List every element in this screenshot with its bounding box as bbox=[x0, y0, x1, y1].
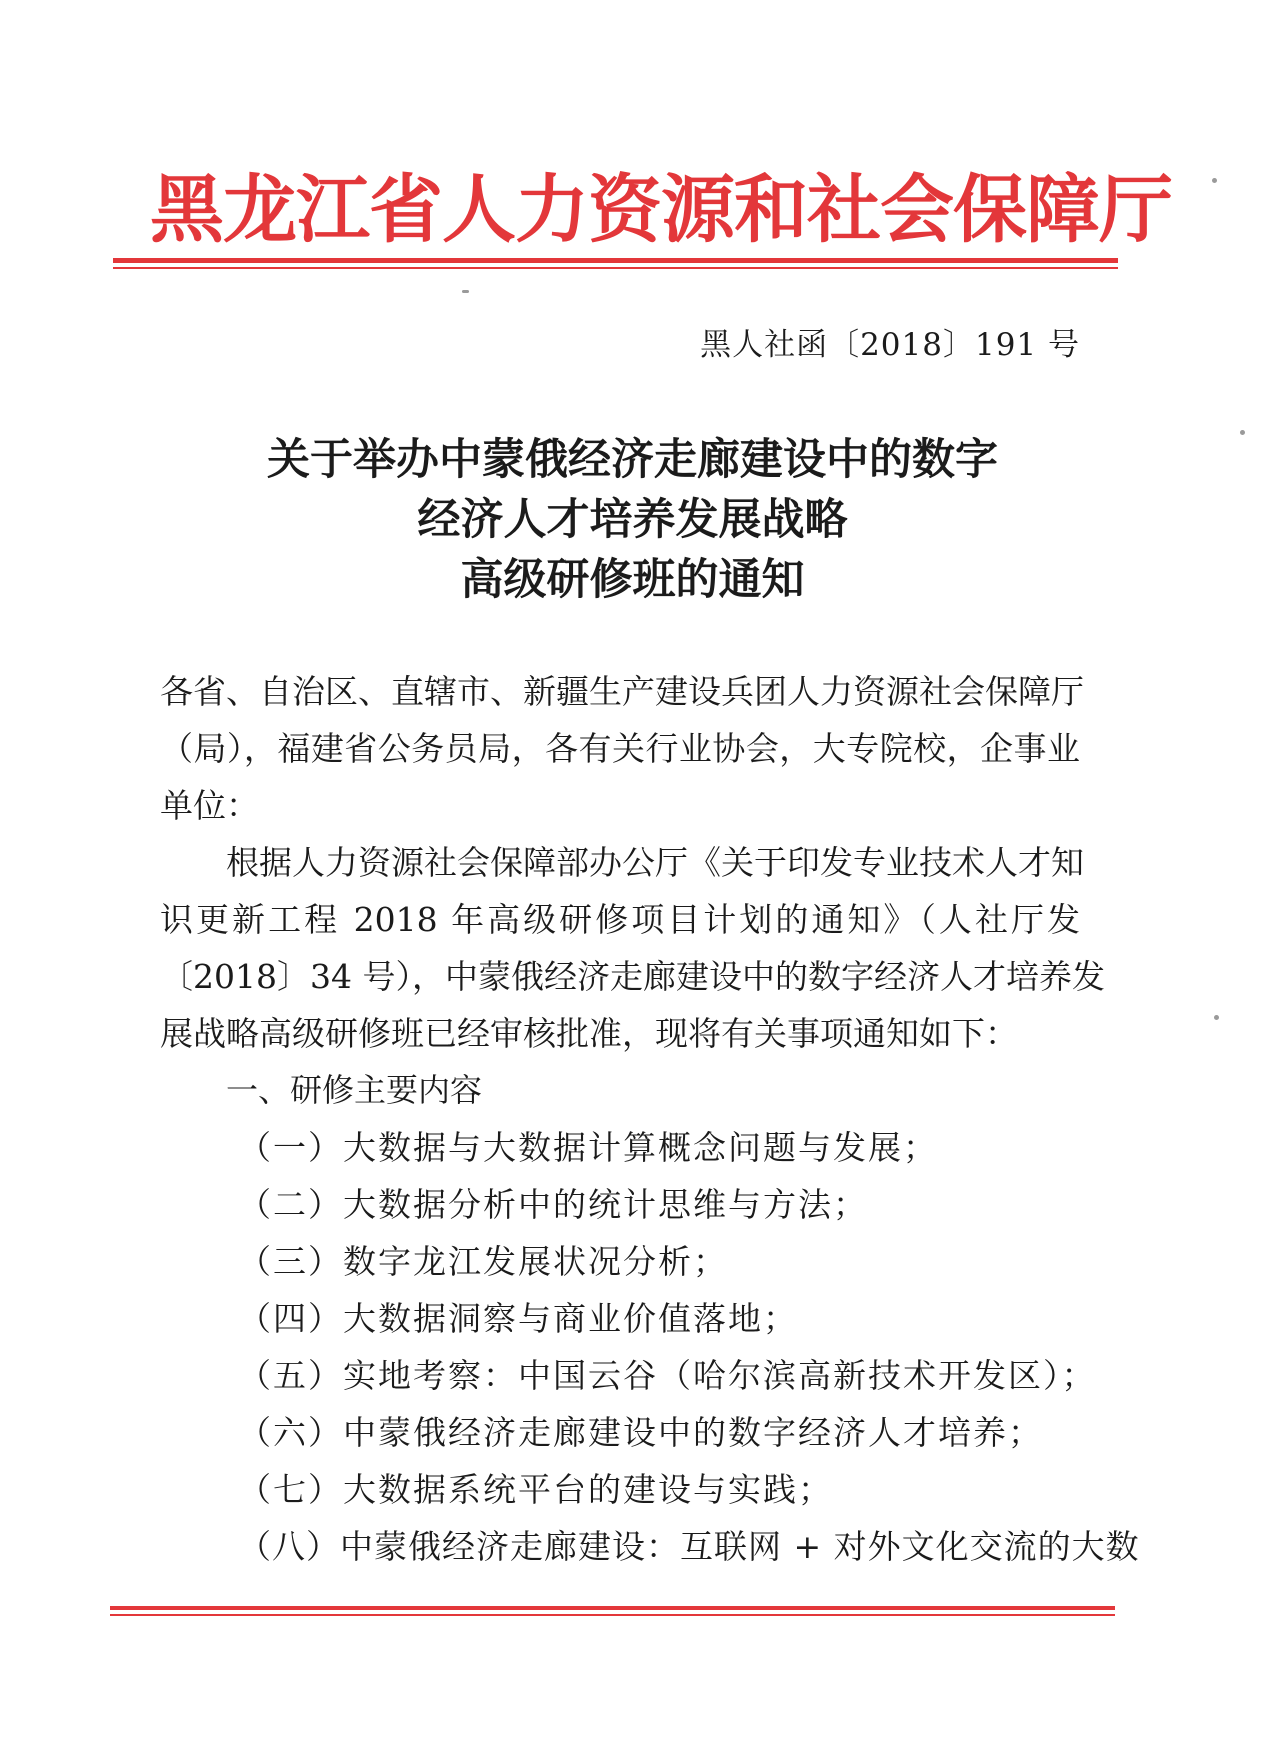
addressee-line: 单位： bbox=[160, 786, 259, 825]
section-heading: 一、研修主要内容 bbox=[226, 1071, 483, 1109]
list-item: （三）数字龙江发展状况分析； bbox=[238, 1242, 728, 1281]
list-item: （六）中蒙俄经济走廊建设中的数字经济人才培养； bbox=[238, 1413, 1043, 1452]
document-body bbox=[160, 663, 1140, 1575]
list-item: （一）大数据与大数据计算概念问题与发展； bbox=[238, 1128, 938, 1167]
scan-speck bbox=[462, 290, 469, 293]
body-line: 根据人力资源社会保障部办公厅《关于印发专业技术人才知 bbox=[226, 843, 1084, 882]
title-line: 经济人才培养发展战略 bbox=[417, 495, 848, 545]
scan-speck bbox=[1214, 1015, 1219, 1020]
title-line: 关于举办中蒙俄经济走廊建设中的数字 bbox=[267, 435, 998, 485]
document-number: 黑人社函〔2018〕191 号 bbox=[700, 327, 1080, 363]
title-line: 高级研修班的通知 bbox=[460, 555, 805, 605]
footer-rule bbox=[110, 1606, 1115, 1616]
list-item: （八）中蒙俄经济走廊建设：互联网 + 对外文化交流的大数 bbox=[238, 1527, 1140, 1566]
masthead-title: 黑龙江省人力资源和社会保障厅 bbox=[150, 167, 1172, 253]
list-item: （四）大数据洞察与商业价值落地； bbox=[238, 1299, 798, 1338]
body-line: 〔2018〕34 号），中蒙俄经济走廊建设中的数字经济人才培养发 bbox=[160, 957, 1105, 996]
list-item: （五）实地考察：中国云谷（哈尔滨高新技术开发区）； bbox=[238, 1356, 1097, 1395]
masthead-rule bbox=[113, 258, 1118, 269]
addressee-line: （局），福建省公务员局，各有关行业协会，大专院校，企事业 bbox=[160, 729, 1080, 768]
list-item: （二）大数据分析中的统计思维与方法； bbox=[238, 1185, 868, 1224]
scan-speck bbox=[1240, 430, 1245, 435]
body-line: 展战略高级研修班已经审核批准，现将有关事项通知如下： bbox=[160, 1014, 1018, 1053]
body-line: 识更新工程 2018 年高级研修项目计划的通知》（人社厅发 bbox=[160, 900, 1080, 939]
scan-speck bbox=[1212, 178, 1217, 183]
addressee-line: 各省、自治区、直辖市、新疆生产建设兵团人力资源社会保障厅 bbox=[160, 672, 1084, 711]
document-title bbox=[150, 430, 1115, 610]
list-item: （七）大数据系统平台的建设与实践； bbox=[238, 1470, 833, 1509]
